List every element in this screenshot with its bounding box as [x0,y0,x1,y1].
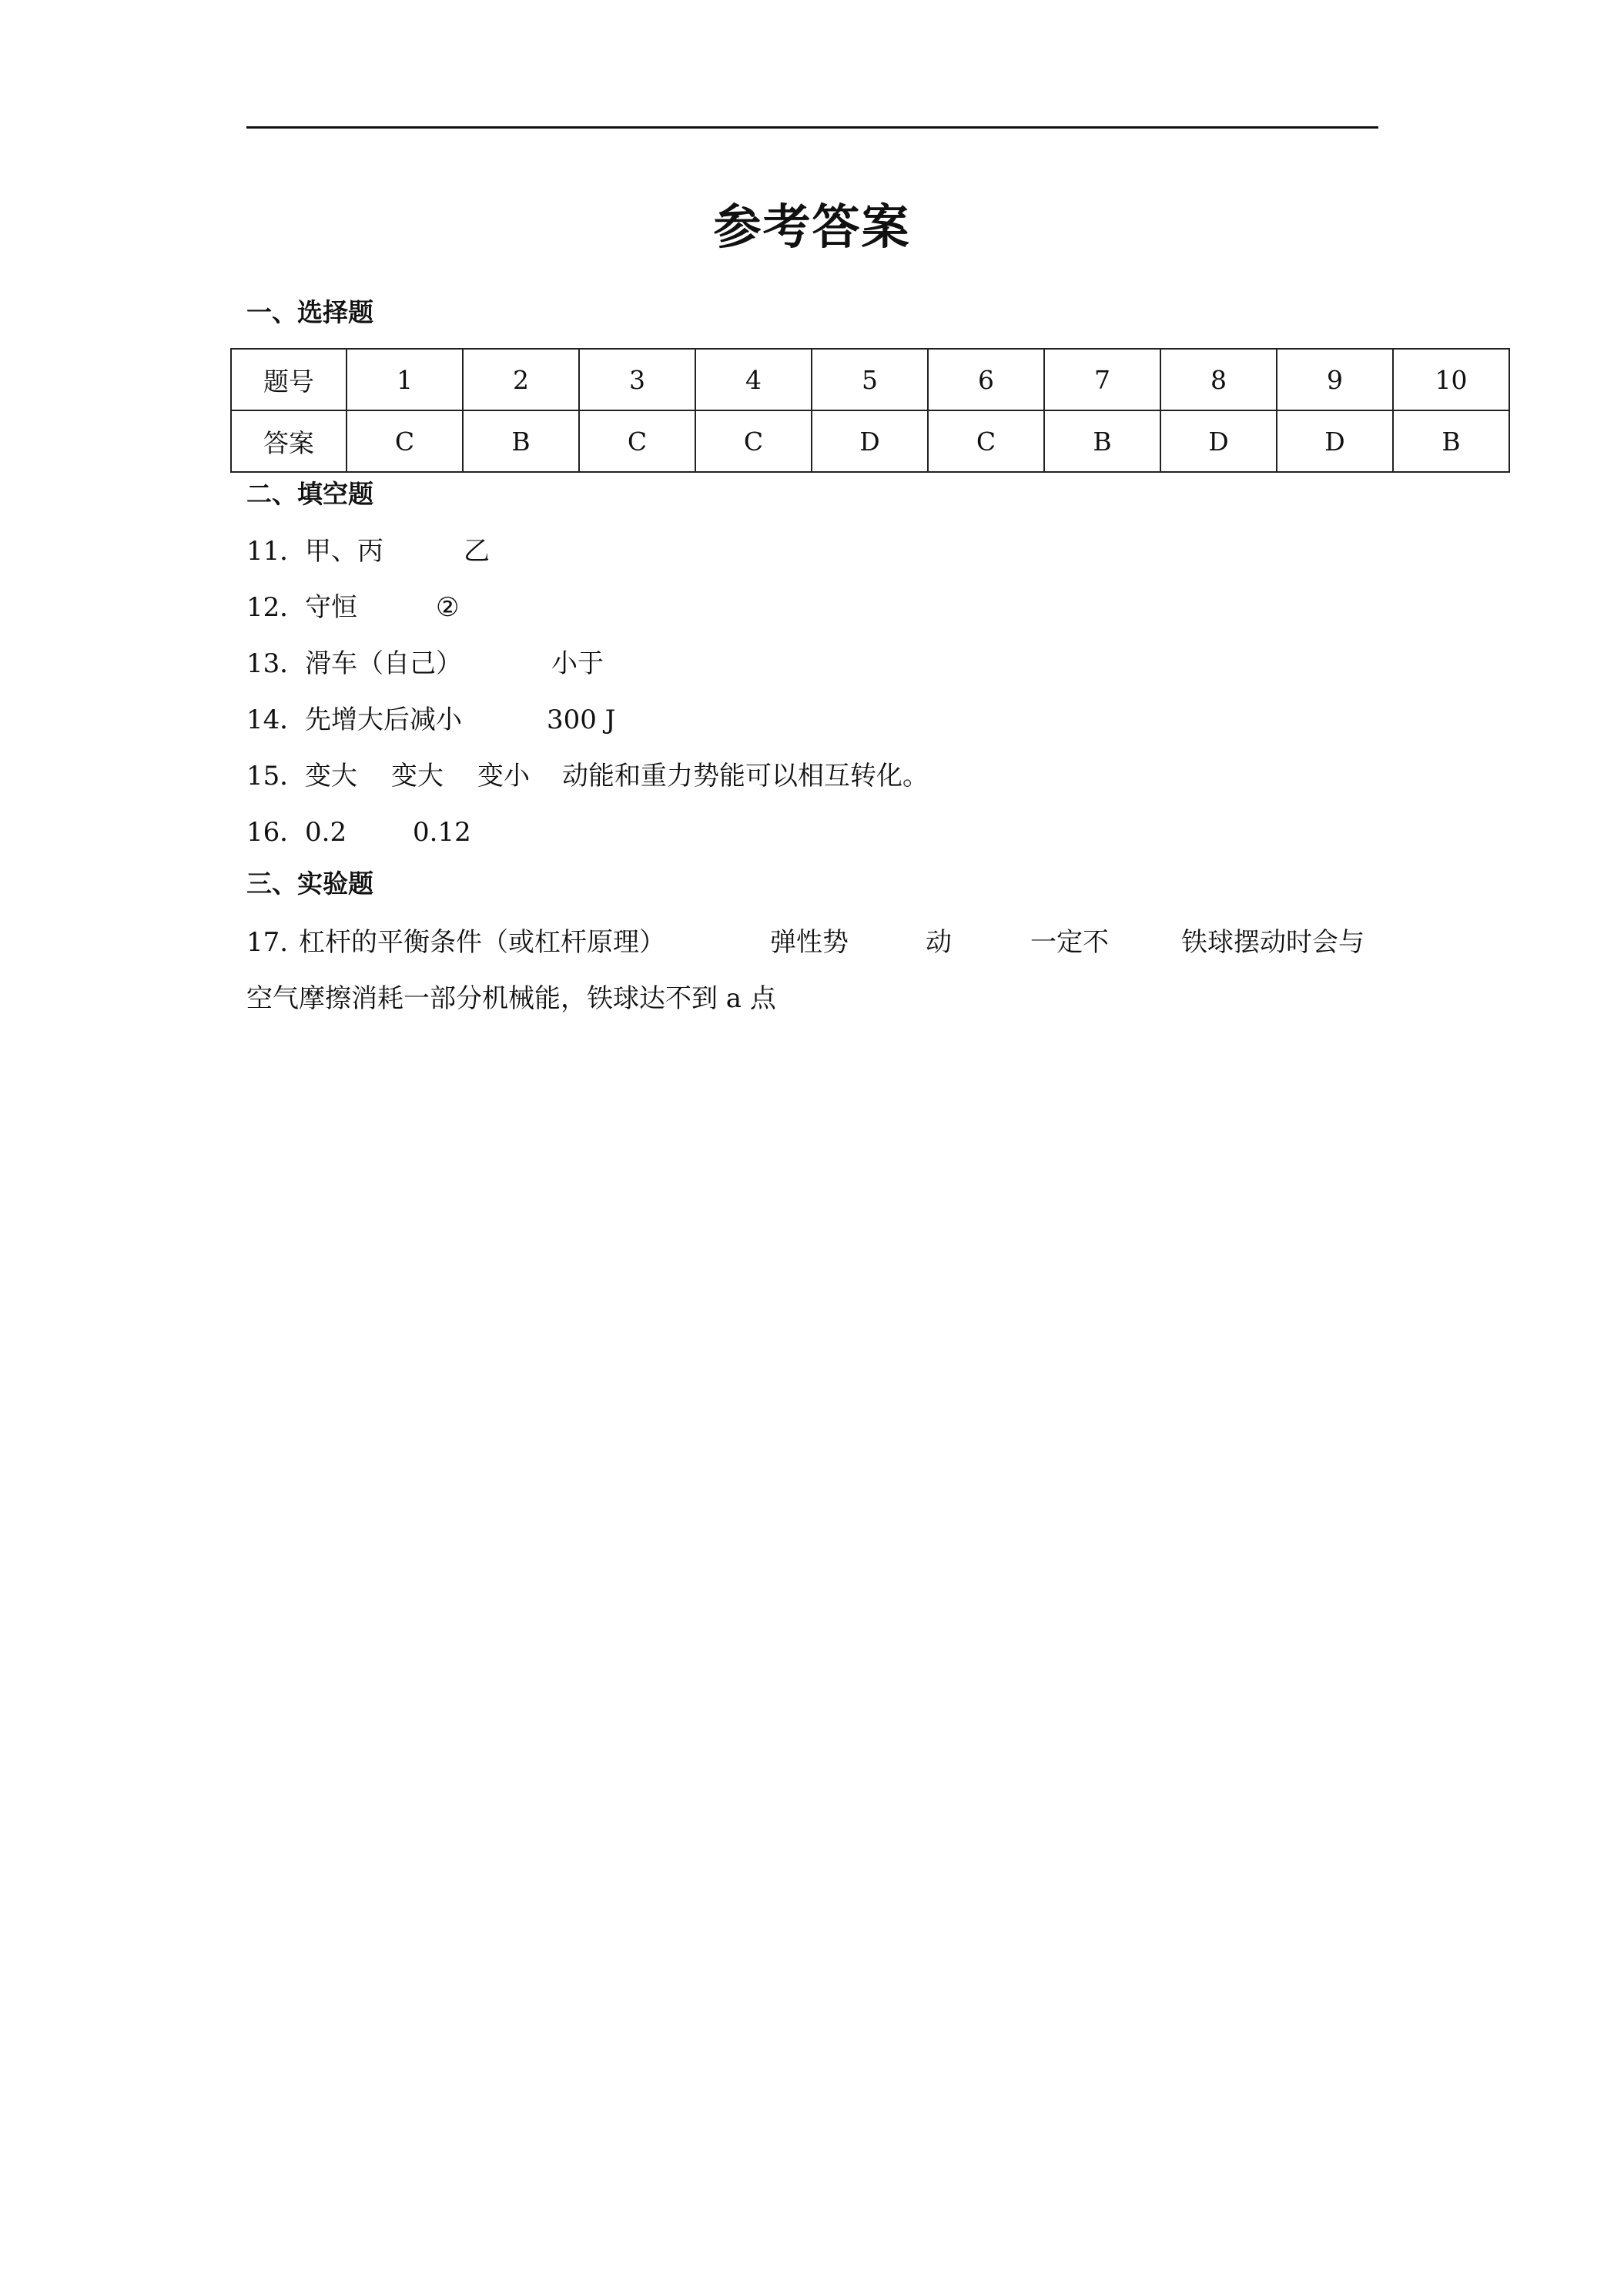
answer-part: 动 [926,927,952,958]
item-number: 15． [246,761,306,792]
table-row-answers [231,410,1509,472]
table-header-label: 题号 [231,349,347,410]
page-title: 参考答案 [713,199,911,255]
table-cell-answer: B [1044,410,1160,472]
answer-part: 先增大后减小 [305,705,462,735]
item-number: 13． [246,648,306,679]
table-row-numbers [231,349,1509,410]
item-number: 11． [246,536,306,567]
answer-part: 变小 [477,761,530,792]
answer-part: ② [436,592,460,623]
answer-part: 动能和重力势能可以相互转化。 [562,761,929,792]
header-rule [246,126,1378,129]
table-cell-number: 4 [695,349,812,410]
table-cell-number: 6 [928,349,1044,410]
table-cell-number: 2 [463,349,579,410]
answer-part: 变大 [391,761,444,792]
table-cell-number: 8 [1160,349,1277,410]
answer-part: 300 J [547,705,616,735]
answer-line-17-continuation: 空气摩擦消耗一部分机械能，铁球达不到 a 点 [246,983,776,1014]
answer-part: 0.2 [305,817,347,848]
table-cell-answer: B [463,410,579,472]
item-number: 12． [246,592,306,623]
answer-part: 乙 [464,536,490,567]
answer-part: 杠杆的平衡条件（或杠杆原理） [299,927,665,958]
section-heading-fill: 二、填空题 [246,479,373,509]
answer-part: 0.12 [413,817,471,848]
table-cell-answer: C [928,410,1044,472]
table-cell-number: 9 [1277,349,1393,410]
answer-part: 小于 [551,648,604,679]
table-cell-answer: C [695,410,812,472]
table-cell-number: 1 [347,349,463,410]
table-answer-label: 答案 [231,410,347,472]
answer-part: 滑车（自己） [305,648,462,679]
table-cell-answer: D [812,410,928,472]
table-cell-number: 3 [579,349,695,410]
table-cell-answer: C [347,410,463,472]
table-cell-answer: C [579,410,695,472]
item-number: 17. [246,927,289,958]
answer-table [230,348,1510,473]
answer-part: 一定不 [1030,927,1109,958]
table-cell-number: 5 [812,349,928,410]
table-cell-answer: D [1160,410,1277,472]
answer-part: 守恒 [305,592,357,623]
table-cell-number: 10 [1393,349,1509,410]
answer-part: 变大 [305,761,357,792]
item-number: 14． [246,705,306,735]
answer-part: 弹性势 [770,927,849,958]
table-cell-answer: D [1277,410,1393,472]
answer-part: 铁球摆动时会与 [1181,927,1364,958]
section-heading-choice: 一、选择题 [246,297,373,327]
table-cell-number: 7 [1044,349,1160,410]
section-heading-experiment: 三、实验题 [246,869,373,899]
item-number: 16． [246,817,306,848]
table-cell-answer: B [1393,410,1509,472]
answer-part: 甲、丙 [305,536,383,567]
